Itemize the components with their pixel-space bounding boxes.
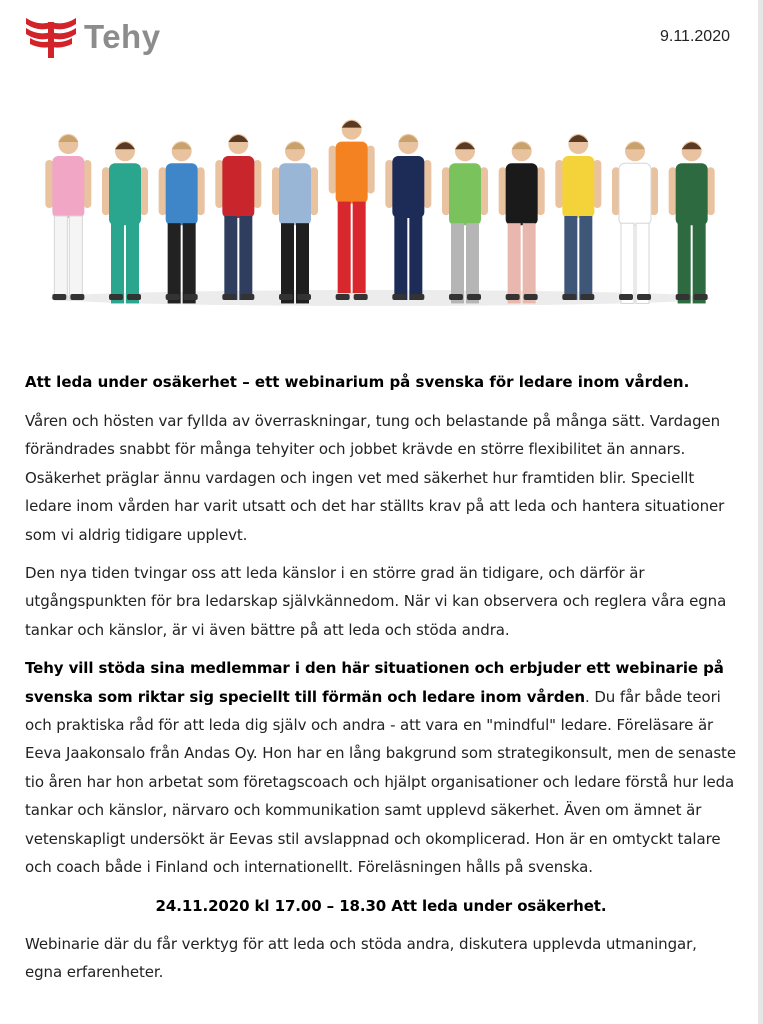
tehy-logo-icon	[24, 16, 78, 58]
person-figure	[45, 134, 91, 300]
person-figure	[159, 141, 205, 303]
person-figure	[385, 134, 431, 300]
event-datetime: 24.11.2020 kl 17.00 – 18.30 Att leda under osäkerhet.	[155, 896, 607, 915]
tehy-logo[interactable]	[24, 16, 184, 58]
person-figure	[669, 141, 715, 303]
person-figure	[442, 141, 488, 303]
person-figure	[329, 120, 375, 300]
paragraph-4: Webinarie där du får verktyg för att leda och stöda andra, diskutera upplevda utmaningar, egna erfarenheter.	[25, 934, 697, 982]
article-content	[25, 371, 737, 997]
brand-name: Tehy	[84, 18, 161, 55]
email-header	[0, 0, 758, 80]
paragraph-1: Våren och hösten var fyllda av överraskningar, tung och belastande på många sätt. Vardagen förändrades snabbt för många tehyiter och jobbet krävde en större flexibilitet än annars. Osäkerhet präglar ännu vardagen och ingen vet med säkerhet hur framtiden blir. Speciellt ledare inom vården har varit utsatt och det har ställts krav på att leda och hantera situationer som vi aldrig tidigare upplevt.	[25, 412, 725, 544]
email-date: 9.11.2020	[660, 28, 730, 45]
person-figure	[102, 141, 148, 303]
person-figure	[612, 141, 658, 303]
paragraph-2: Den nya tiden tvingar oss att leda känslor i en större grad än tidigare, och därför är utgångspunkten för bra ledarskap självkännedom. När vi kan observera och reglera våra egna tankar och känslor, är vi även bättre på att leda och stöda andra.	[25, 564, 727, 639]
paragraph-3	[25, 654, 737, 881]
person-figure	[215, 134, 261, 300]
article-title: Att leda under osäkerhet – ett webinarium på svenska för ledare inom vården.	[25, 373, 690, 391]
paragraph-3-rest: . Du får både teori och praktiska råd för att leda dig själv och andra - att vara en "mindful" ledare. Föreläsare är Eeva Jaakonsalo från Andas Oy. Hon har en lång bakgrund som strategikonsult, men de senaste tio åren har hon arbetat som företagscoach och hjälpt organisationer och ledare förstå hur leda tankar och känslor, närvaro och kommunikation samt upplevd säkerhet. Även om ämnet är vetenskapligt undersökt är Eevas stil avslappnad och okomplicerad. Hon är en omtyckt talare och coach både i Finland och internationellt. Föreläsningen hålls på svenska.	[25, 687, 736, 877]
person-figure	[272, 141, 318, 303]
right-border	[758, 0, 763, 1024]
person-figure	[499, 141, 545, 303]
hero-image-healthcare-workers	[40, 110, 720, 310]
person-figure	[555, 134, 601, 300]
paragraph-3-bold: Tehy vill stöda sina medlemmar i den här situationen och erbjuder ett webinarie på svenska som riktar sig speciellt till förmän och ledare inom vården	[25, 659, 724, 706]
